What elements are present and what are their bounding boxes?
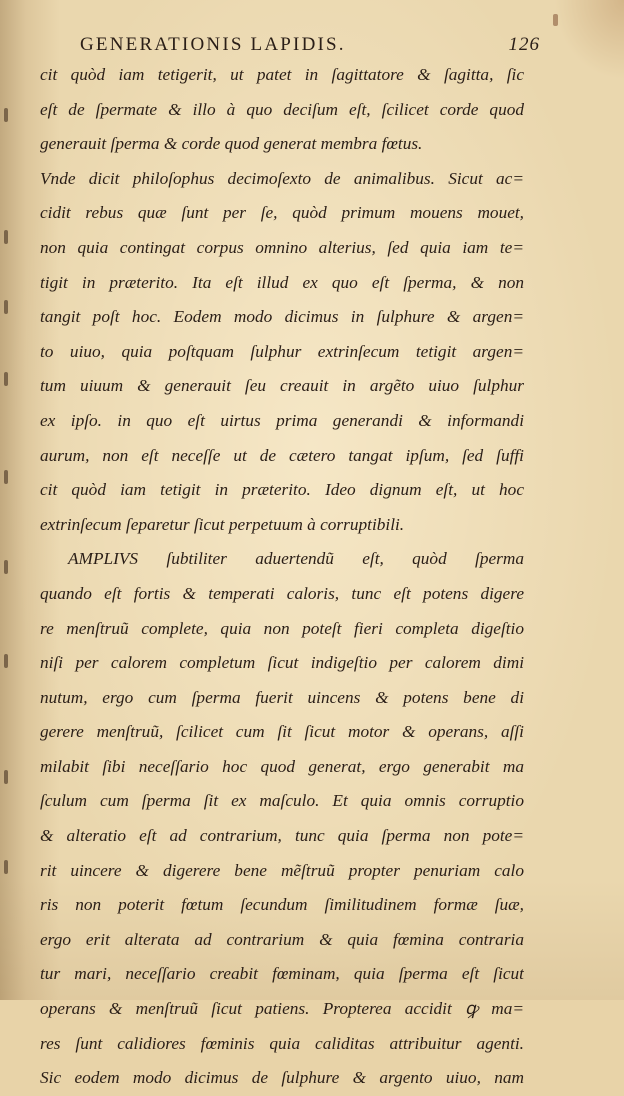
gutter-mark: [4, 860, 8, 874]
gutter-mark: [4, 770, 8, 784]
text-line: tum uiuum & generauit ſeu creauit in argẽto uiuo ſulphur: [40, 376, 524, 396]
gutter-mark: [4, 108, 8, 122]
text-line: ex ipſo. in quo eſt uirtus prima generandi & informandi: [40, 410, 524, 430]
text-line: cidit rebus quæ ſunt per ſe, quòd primum mouens mouet,: [40, 203, 524, 223]
ink-spot: [553, 14, 558, 26]
text-line: non quia contingat corpus omnino alterius, ſed quia iam te=: [40, 237, 524, 257]
text-line: nutum, ergo cum ſperma fuerit uincens & potens bene di: [40, 687, 524, 707]
text-line: ergo erit alterata ad contrarium & quia fœmina contraria: [40, 929, 524, 949]
text-line: Sic eodem modo dicimus de ſulphure & argento uiuo, nam: [40, 1068, 524, 1088]
text-line: cit quòd iam tetigit in præterito. Ideo dignum eſt, ut hoc: [40, 480, 524, 500]
running-title: GENERATIONIS LAPIDIS.: [80, 34, 346, 55]
gutter-mark: [4, 470, 8, 484]
text-line: ſculum cum ſperma ſit ex maſculo. Et quia omnis corruptio: [40, 791, 524, 811]
gutter-mark: [4, 654, 8, 668]
text-line: extrinſecum ſeparetur ſicut perpetuum à corruptibili.: [40, 514, 405, 534]
text-line: niſi per calorem completum ſicut indigeſtio per calorem dimi: [40, 653, 524, 673]
text-line: res ſunt calidiores fœminis quia caliditas attribuitur agenti.: [40, 1033, 524, 1053]
text-line: gerere menſtruũ, ſcilicet cum ſit ſicut motor & operans, aſſi: [40, 722, 524, 742]
gutter-mark: [4, 372, 8, 386]
text-line: AMPLIVS ſubtiliter aduertendũ eſt, quòd ſperma: [68, 549, 524, 569]
page-header: [80, 30, 540, 60]
gutter-mark: [4, 560, 8, 574]
text-line: eſt de ſpermate & illo à quo deciſum eſt, ſcilicet corde quod: [40, 99, 524, 119]
text-line: rit uincere & digerere bene mẽſtruũ propter penuriam calo: [40, 860, 524, 880]
text-line: re menſtruũ complete, quia non poteſt fieri completa digeſtio: [40, 618, 524, 638]
gutter-mark: [4, 230, 8, 244]
text-line: quando eſt fortis & temperati caloris, tunc eſt potens digere: [40, 583, 524, 603]
text-line: generauit ſperma & corde quod generat membra fœtus.: [40, 134, 423, 154]
text-line: tigit in præterito. Ita eſt illud ex quo eſt ſperma, & non: [40, 272, 524, 292]
text-line: milabit ſibi neceſſario hoc quod generat, ergo generabit ma: [40, 756, 524, 776]
text-line: tangit poſt hoc. Eodem modo dicimus in ſulphure & argen=: [40, 307, 524, 327]
text-line: tur mari, neceſſario creabit fœminam, quia ſperma eſt ſicut: [40, 964, 524, 984]
body-text: [40, 58, 524, 1096]
text-line: operans & menſtruũ ſicut patiens. Propterea accidit ꝙ ma=: [40, 999, 524, 1019]
gutter-mark: [4, 300, 8, 314]
text-line: Vnde dicit philoſophus decimoſexto de animalibus. Sicut ac=: [40, 168, 524, 188]
corner-stain: [554, 0, 624, 80]
text-line: cit quòd iam tetigerit, ut patet in ſagittatore & ſagitta, ſic: [40, 65, 524, 84]
page-number: 126: [508, 34, 540, 55]
text-line: aurum, non eſt neceſſe ut de cætero tangat ipſum, ſed ſuffi: [40, 445, 524, 465]
text-line: to uiuo, quia poſtquam ſulphur extrinſecum tetigit argen=: [40, 341, 524, 361]
text-line: ris non poterit fœtum ſecundum ſimilitudinem formæ ſuæ,: [40, 895, 524, 915]
text-line: & alteratio eſt ad contrarium, tunc quia ſperma non pote=: [40, 826, 524, 846]
